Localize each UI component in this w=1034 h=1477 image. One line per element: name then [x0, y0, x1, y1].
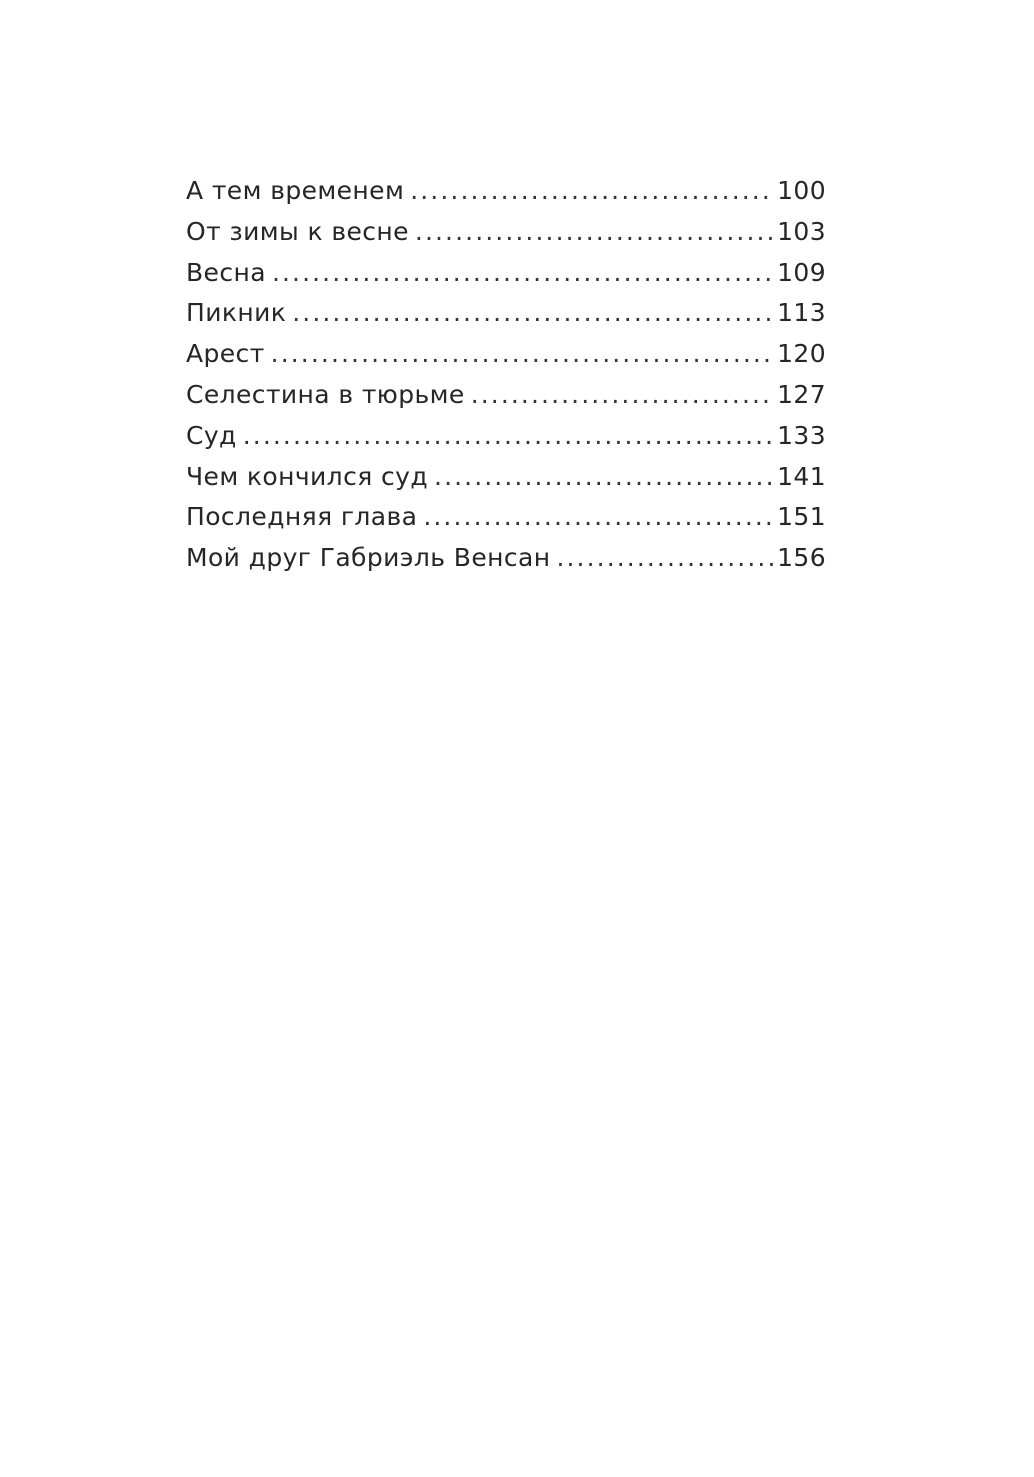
- toc-entry: [186, 176, 826, 217]
- toc-entry-page: 127: [777, 379, 826, 409]
- toc-entry-page: 133: [777, 420, 826, 450]
- toc-entry-title: Арест: [186, 339, 265, 369]
- dot-leader: [423, 502, 773, 531]
- toc-entry-title: А тем временем: [186, 176, 405, 205]
- toc-entry-title: Пикник: [186, 298, 287, 328]
- toc-entry-page: 113: [777, 298, 826, 328]
- dot-leader: [410, 176, 773, 205]
- toc-entry-title: Мой друг Габриэль Венсан: [186, 543, 551, 573]
- toc-entry-page: 120: [777, 339, 826, 369]
- table-of-contents: [186, 176, 826, 584]
- dot-leader: [556, 543, 773, 572]
- toc-entry-title: Суд: [186, 420, 237, 450]
- toc-entry-page: 156: [777, 543, 826, 573]
- toc-entry: [186, 502, 826, 543]
- toc-entry-page: 141: [777, 461, 826, 491]
- toc-entry: [186, 339, 826, 380]
- toc-entry-title: Селестина в тюрьме: [186, 379, 465, 409]
- toc-entry: [186, 543, 826, 584]
- toc-entry: [186, 217, 826, 258]
- toc-entry-page: 100: [777, 176, 826, 205]
- toc-entry-page: 109: [777, 257, 826, 287]
- dot-leader: [243, 421, 773, 450]
- dot-leader: [271, 339, 773, 368]
- dot-leader: [272, 258, 773, 287]
- toc-entry: [186, 298, 826, 339]
- toc-entry-title: Чем кончился суд: [186, 461, 429, 491]
- toc-entry-page: 151: [777, 502, 826, 532]
- dot-leader: [292, 298, 773, 327]
- toc-entry: [186, 462, 826, 503]
- toc-entry: [186, 380, 826, 421]
- dot-leader: [434, 462, 773, 491]
- toc-entry-title: Весна: [186, 257, 266, 287]
- toc-entry: [186, 421, 826, 462]
- dot-leader: [415, 217, 773, 246]
- toc-entry-title: От зимы к весне: [186, 216, 409, 246]
- toc-entry-page: 103: [777, 216, 826, 246]
- toc-entry-title: Последняя глава: [186, 502, 418, 532]
- toc-entry: [186, 258, 826, 299]
- dot-leader: [471, 380, 773, 409]
